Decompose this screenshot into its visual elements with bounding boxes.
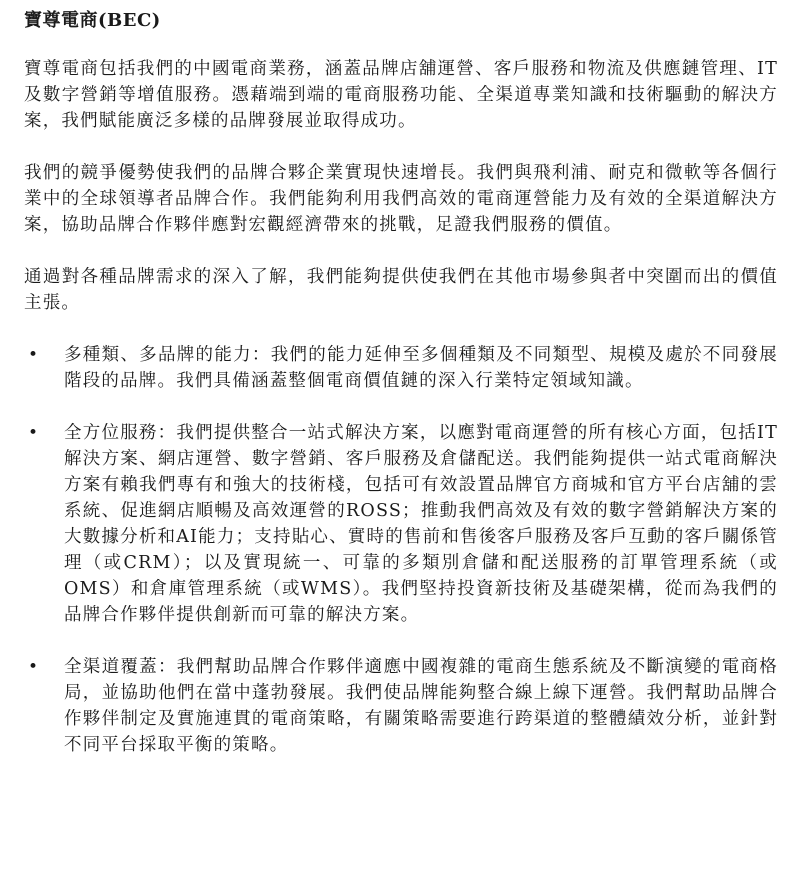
bullet-icon: • xyxy=(28,657,40,677)
section-title: 寶尊電商(BEC) xyxy=(24,10,161,31)
list-item-omnichannel xyxy=(24,654,778,758)
paragraph-intro: 寶尊電商包括我們的中國電商業務，涵蓋品牌店舖運營、客戶服務和物流及供應鏈管理、IT及數字營銷等增值服務。憑藉端到端的電商服務功能、全渠道專業知識和技術驅動的解決方案，我們賦能廣泛多樣的品牌發展並取得成功。 xyxy=(24,59,778,131)
list-item-text: 全方位服務：我們提供整合一站式解決方案，以應對電商運營的所有核心方面，包括IT解決方案、網店運營、數字營銷、客戶服務及倉儲配送。我們能夠提供一站式電商解決方案有賴我們專有和強大的技術棧，包括可有效設置品牌官方商城和官方平台店舖的雲系統、促進網店順暢及高效運營的ROSS；推動我們高效及有效的數字營銷解決方案的大數據分析和AI能力；支持貼心、實時的售前和售後客戶服務及客戶互動的客戶關係管理（或CRM）；以及實現統一、可靠的多類別倉儲和配送服務的訂單管理系統（或OMS）和倉庫管理系統（或WMS）。我們堅持投資新技術及基礎架構，從而為我們的品牌合作夥伴提供創新而可靠的解決方案。 xyxy=(64,423,778,625)
list-item-multi-brand xyxy=(24,342,778,394)
bullet-icon: • xyxy=(28,345,40,365)
paragraph-value-proposition: 通過對各種品牌需求的深入了解，我們能夠提供使我們在其他市場參與者中突圍而出的價值主張。 xyxy=(24,267,778,313)
value-proposition-list xyxy=(24,342,778,758)
list-item-text: 全渠道覆蓋：我們幫助品牌合作夥伴適應中國複雜的電商生態系統及不斷演變的電商格局，並協助他們在當中蓬勃發展。我們使品牌能夠整合線上線下運營。我們幫助品牌合作夥伴制定及實施連貫的電商策略，有關策略需要進行跨渠道的整體績效分析，並針對不同平台採取平衡的策略。 xyxy=(64,657,778,755)
bullet-icon: • xyxy=(28,423,40,443)
list-item-full-service xyxy=(24,420,778,628)
list-item-text: 多種類、多品牌的能力：我們的能力延伸至多個種類及不同類型、規模及處於不同發展階段的品牌。我們具備涵蓋整個電商價值鏈的深入行業特定領域知識。 xyxy=(64,345,778,391)
paragraph-competitive-advantage: 我們的競爭優勢使我們的品牌合夥企業實現快速增長。我們與飛利浦、耐克和微軟等各個行業中的全球領導者品牌合作。我們能夠利用我們高效的電商運營能力及有效的全渠道解決方案，協助品牌合作夥伴應對宏觀經濟帶來的挑戰，足證我們服務的價值。 xyxy=(24,163,778,235)
